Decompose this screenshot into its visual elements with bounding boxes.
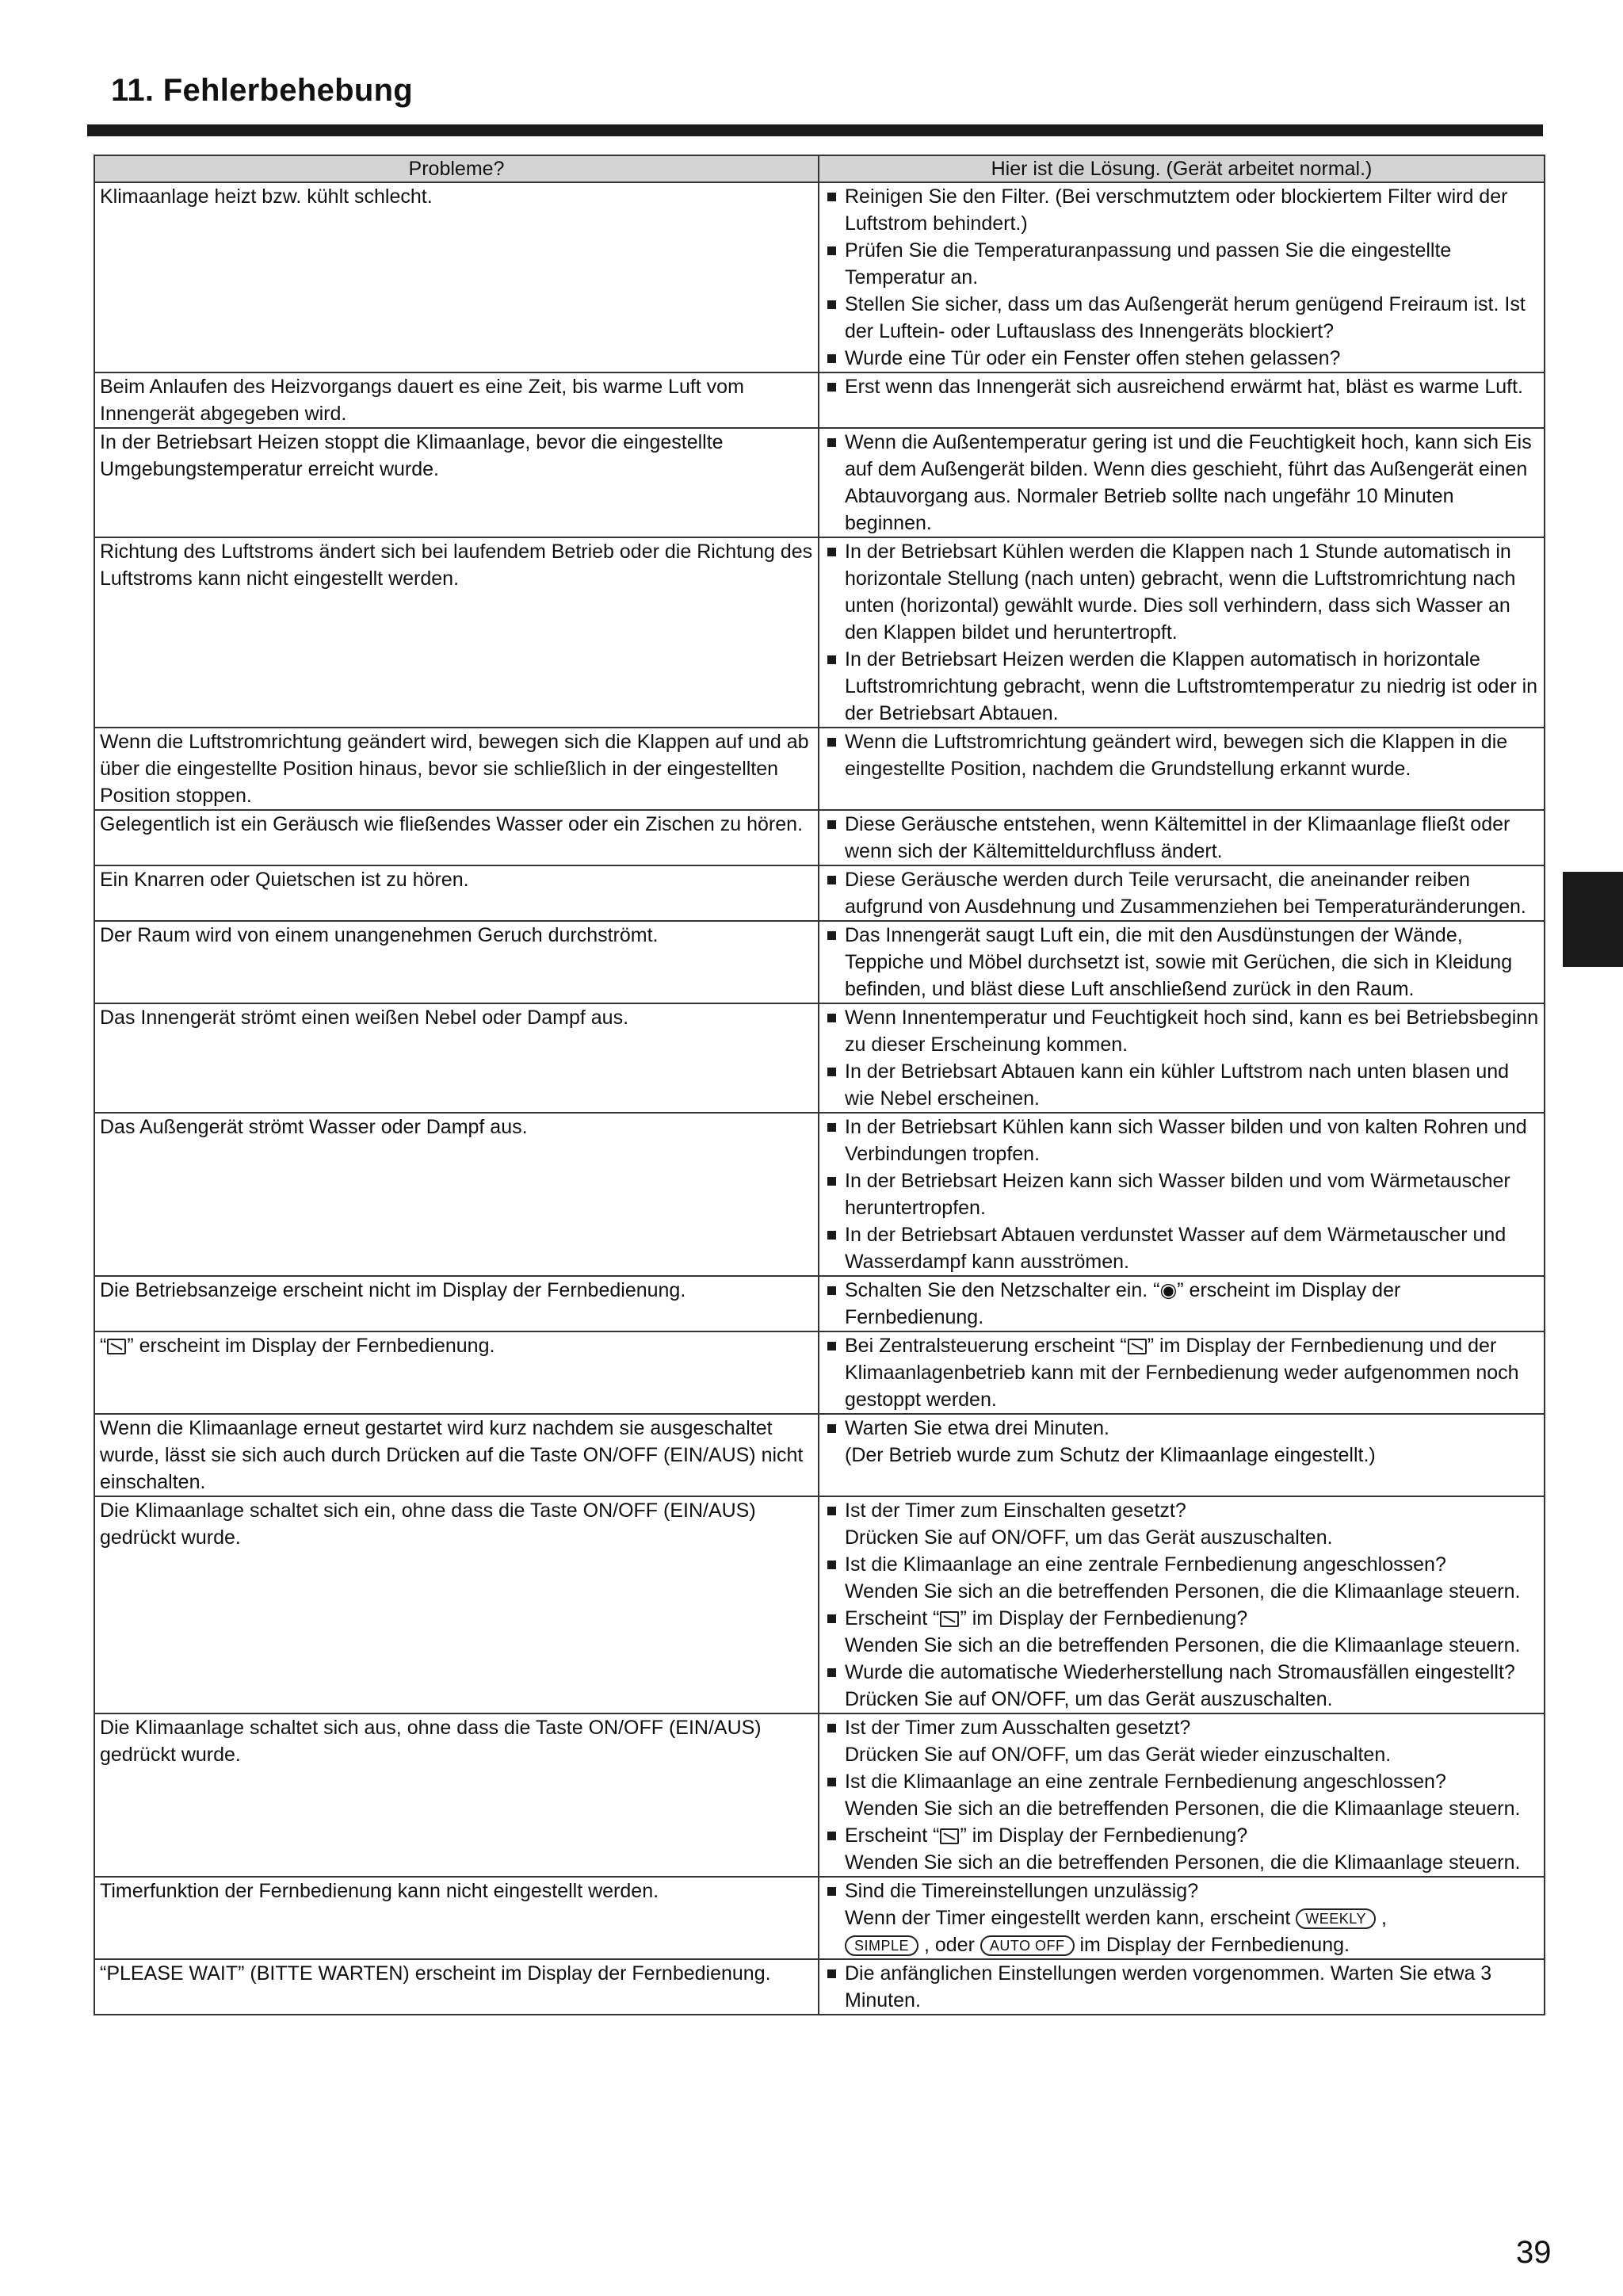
page-number: 39 [1516,2235,1552,2270]
table-row [94,1113,1545,1276]
solution-item: In der Betriebsart Kühlen kann sich Wasser bilden und von kalten Rohren und Verbindungen tropfen. [824,1114,1539,1167]
chapter-tab-marker [1563,872,1623,967]
table-row [94,1331,1545,1414]
table-row [94,728,1545,810]
solution-item: In der Betriebsart Abtauen kann ein kühler Luftstrom nach unten blasen und wie Nebel erscheinen. [824,1058,1539,1112]
problem-cell: Der Raum wird von einem unangenehmen Geruch durchströmt. [94,921,819,1003]
solution-item: Wenn Innentemperatur und Feuchtigkeit hoch sind, kann es bei Betriebsbeginn zu dieser Erscheinung kommen. [824,1004,1539,1058]
header-solutions: Hier ist die Lösung. (Gerät arbeitet normal.) [819,155,1545,182]
title-divider [87,124,1543,136]
header-problems: Probleme? [94,155,819,182]
problem-cell: Das Innengerät strömt einen weißen Nebel oder Dampf aus. [94,1003,819,1113]
problem-cell: Wenn die Klimaanlage erneut gestartet wird kurz nachdem sie ausgeschaltet wurde, lässt sie sich auch durch Drücken auf die Taste ON/OFF (EIN/AUS) nicht einschalten. [94,1414,819,1496]
solution-item: In der Betriebsart Heizen kann sich Wasser bilden und vom Wärmetauscher heruntertropfen. [824,1167,1539,1221]
page-title: 11. Fehlerbehebung [111,73,414,108]
solution-cell [819,182,1545,372]
table-row [94,428,1545,537]
problem-cell: Beim Anlaufen des Heizvorgangs dauert es eine Zeit, bis warme Luft vom Innengerät abgegeben wird. [94,372,819,428]
simple-indicator: SIMPLE [845,1935,918,1956]
table-header-row [94,155,1545,182]
table-row [94,921,1545,1003]
problem-cell: Klimaanlage heizt bzw. kühlt schlecht. [94,182,819,372]
solution-item: Erscheint “ ” im Display der Fernbedienung? Wenden Sie sich an die betreffenden Personen, die die Klimaanlage steuern. [824,1605,1539,1659]
table-row [94,1496,1545,1713]
central-control-icon [940,1611,959,1627]
solution-item: Reinigen Sie den Filter. (Bei verschmutztem oder blockiertem Filter wird der Luftstrom behindert.) [824,183,1539,237]
problem-cell: In der Betriebsart Heizen stoppt die Klimaanlage, bevor die eingestellte Umgebungstemperatur erreicht wurde. [94,428,819,537]
solution-cell [819,1877,1545,1959]
table-row [94,1414,1545,1496]
solution-cell [819,428,1545,537]
solution-item: Diese Geräusche werden durch Teile verursacht, die aneinander reiben aufgrund von Ausdehnung und Zusammenziehen bei Temperaturänderungen. [824,866,1539,920]
problem-cell: Das Außengerät strömt Wasser oder Dampf aus. [94,1113,819,1276]
table-row [94,1003,1545,1113]
solution-cell [819,810,1545,865]
solution-cell [819,865,1545,921]
problem-cell: Wenn die Luftstromrichtung geändert wird, bewegen sich die Klappen auf und ab über die eingestellte Position hinaus, bevor sie schließlich in der eingestellten Position stoppen. [94,728,819,810]
problem-cell: Die Betriebsanzeige erscheint nicht im Display der Fernbedienung. [94,1276,819,1331]
table-row [94,1877,1545,1959]
solution-item: In der Betriebsart Abtauen verdunstet Wasser auf dem Wärmetauscher und Wasserdampf kann ausströmen. [824,1221,1539,1275]
problem-cell: Gelegentlich ist ein Geräusch wie fließendes Wasser oder ein Zischen zu hören. [94,810,819,865]
solution-cell [819,1959,1545,2015]
solution-item: In der Betriebsart Kühlen werden die Klappen nach 1 Stunde automatisch in horizontale Stellung (nach unten) gebracht, wenn die Luftstromrichtung nach unten (horizontal) gewählt wurde. Dies soll verhindern, dass sich Wasser an den Klappen bildet und heruntertropft. [824,538,1539,646]
solution-item: Ist der Timer zum Ausschalten gesetzt? Drücken Sie auf ON/OFF, um das Gerät wieder einzuschalten. [824,1714,1539,1768]
solution-item: Die anfänglichen Einstellungen werden vorgenommen. Warten Sie etwa 3 Minuten. [824,1960,1539,2014]
table-row [94,1276,1545,1331]
solution-item: Warten Sie etwa drei Minuten. (Der Betrieb wurde zum Schutz der Klimaanlage eingestellt.) [824,1415,1539,1469]
solution-item: Prüfen Sie die Temperaturanpassung und passen Sie die eingestellte Temperatur an. [824,237,1539,291]
table-row [94,865,1545,921]
problem-cell: Die Klimaanlage schaltet sich ein, ohne dass die Taste ON/OFF (EIN/AUS) gedrückt wurde. [94,1496,819,1713]
solution-item: Das Innengerät saugt Luft ein, die mit den Ausdünstungen der Wände, Teppiche und Möbel durchsetzt ist, sowie mit Gerüchen, die sich in Kleidung befinden, und bläst diese Luft anschließend zurück in den Raum. [824,922,1539,1003]
problem-cell: Richtung des Luftstroms ändert sich bei laufendem Betrieb oder die Richtung des Luftstroms kann nicht eingestellt werden. [94,537,819,728]
solution-cell [819,921,1545,1003]
operation-icon: ◉ [1159,1279,1178,1301]
weekly-indicator: WEEKLY [1296,1908,1376,1929]
central-control-icon [107,1339,126,1354]
table-row [94,537,1545,728]
solution-cell [819,728,1545,810]
solution-cell [819,1331,1545,1414]
troubleshooting-table [94,155,1545,2015]
solution-item: Ist der Timer zum Einschalten gesetzt? Drücken Sie auf ON/OFF, um das Gerät auszuschalten. [824,1497,1539,1551]
solution-cell [819,1713,1545,1877]
problem-cell: Timerfunktion der Fernbedienung kann nicht eingestellt werden. [94,1877,819,1959]
solution-item: Wurde die automatische Wiederherstellung nach Stromausfällen eingestellt? Drücken Sie auf ON/OFF, um das Gerät auszuschalten. [824,1659,1539,1713]
table-row [94,810,1545,865]
problem-cell: “PLEASE WAIT” (BITTE WARTEN) erscheint im Display der Fernbedienung. [94,1959,819,2015]
auto-off-indicator: AUTO OFF [980,1935,1075,1956]
table-row [94,372,1545,428]
solution-item: Wenn die Luftstromrichtung geändert wird, bewegen sich die Klappen in die eingestellte Position, nachdem die Grundstellung erkannt wurde. [824,728,1539,782]
central-control-icon [940,1828,959,1844]
solution-item: Ist die Klimaanlage an eine zentrale Fernbedienung angeschlossen? Wenden Sie sich an die betreffenden Personen, die die Klimaanlage steuern. [824,1551,1539,1605]
table-row [94,1959,1545,2015]
solution-item: Erscheint “ ” im Display der Fernbedienung? Wenden Sie sich an die betreffenden Personen, die die Klimaanlage steuern. [824,1822,1539,1876]
solution-cell [819,1276,1545,1331]
problem-cell: Ein Knarren oder Quietschen ist zu hören. [94,865,819,921]
problem-cell: “ ” erscheint im Display der Fernbedienung. [94,1331,819,1414]
table-row [94,1713,1545,1877]
solution-cell [819,1003,1545,1113]
solution-cell [819,372,1545,428]
problem-cell: Die Klimaanlage schaltet sich aus, ohne dass die Taste ON/OFF (EIN/AUS) gedrückt wurde. [94,1713,819,1877]
solution-item: In der Betriebsart Heizen werden die Klappen automatisch in horizontale Luftstromrichtung gebracht, wenn die Luftstromtemperatur zu niedrig ist oder in der Betriebsart Abtauen. [824,646,1539,727]
solution-cell [819,1496,1545,1713]
solution-cell [819,1113,1545,1276]
solution-cell [819,1414,1545,1496]
solution-item: Ist die Klimaanlage an eine zentrale Fernbedienung angeschlossen? Wenden Sie sich an die betreffenden Personen, die die Klimaanlage steuern. [824,1768,1539,1822]
solution-item: Erst wenn das Innengerät sich ausreichend erwärmt hat, bläst es warme Luft. [824,373,1539,400]
solution-item: Wenn die Außentemperatur gering ist und die Feuchtigkeit hoch, kann sich Eis auf dem Außengerät bilden. Wenn dies geschieht, führt das Außengerät einen Abtauvorgang aus. Normaler Betrieb sollte nach ungefähr 10 Minuten beginnen. [824,429,1539,537]
solution-item: Schalten Sie den Netzschalter ein. “◉” erscheint im Display der Fernbedienung. [824,1277,1539,1331]
solution-item: Diese Geräusche entstehen, wenn Kältemittel in der Klimaanlage fließt oder wenn sich der Kältemitteldurchfluss ändert. [824,811,1539,865]
solution-cell [819,537,1545,728]
solution-item: Bei Zentralsteuerung erscheint “ ” im Display der Fernbedienung und der Klimaanlagenbetrieb kann mit der Fernbedienung weder aufgenommen noch gestoppt werden. [824,1332,1539,1413]
solution-item: Wurde eine Tür oder ein Fenster offen stehen gelassen? [824,345,1539,372]
table-row [94,182,1545,372]
solution-item: Sind die Timereinstellungen unzulässig? Wenn der Timer eingestellt werden kann, erscheint WEEKLY , SIMPLE , oder AUTO OFF im Display der Fernbedienung. [824,1878,1539,1958]
solution-item: Stellen Sie sicher, dass um das Außengerät herum genügend Freiraum ist. Ist der Luftein- oder Luftauslass des Innengeräts blockiert? [824,291,1539,345]
central-control-icon [1128,1339,1147,1354]
